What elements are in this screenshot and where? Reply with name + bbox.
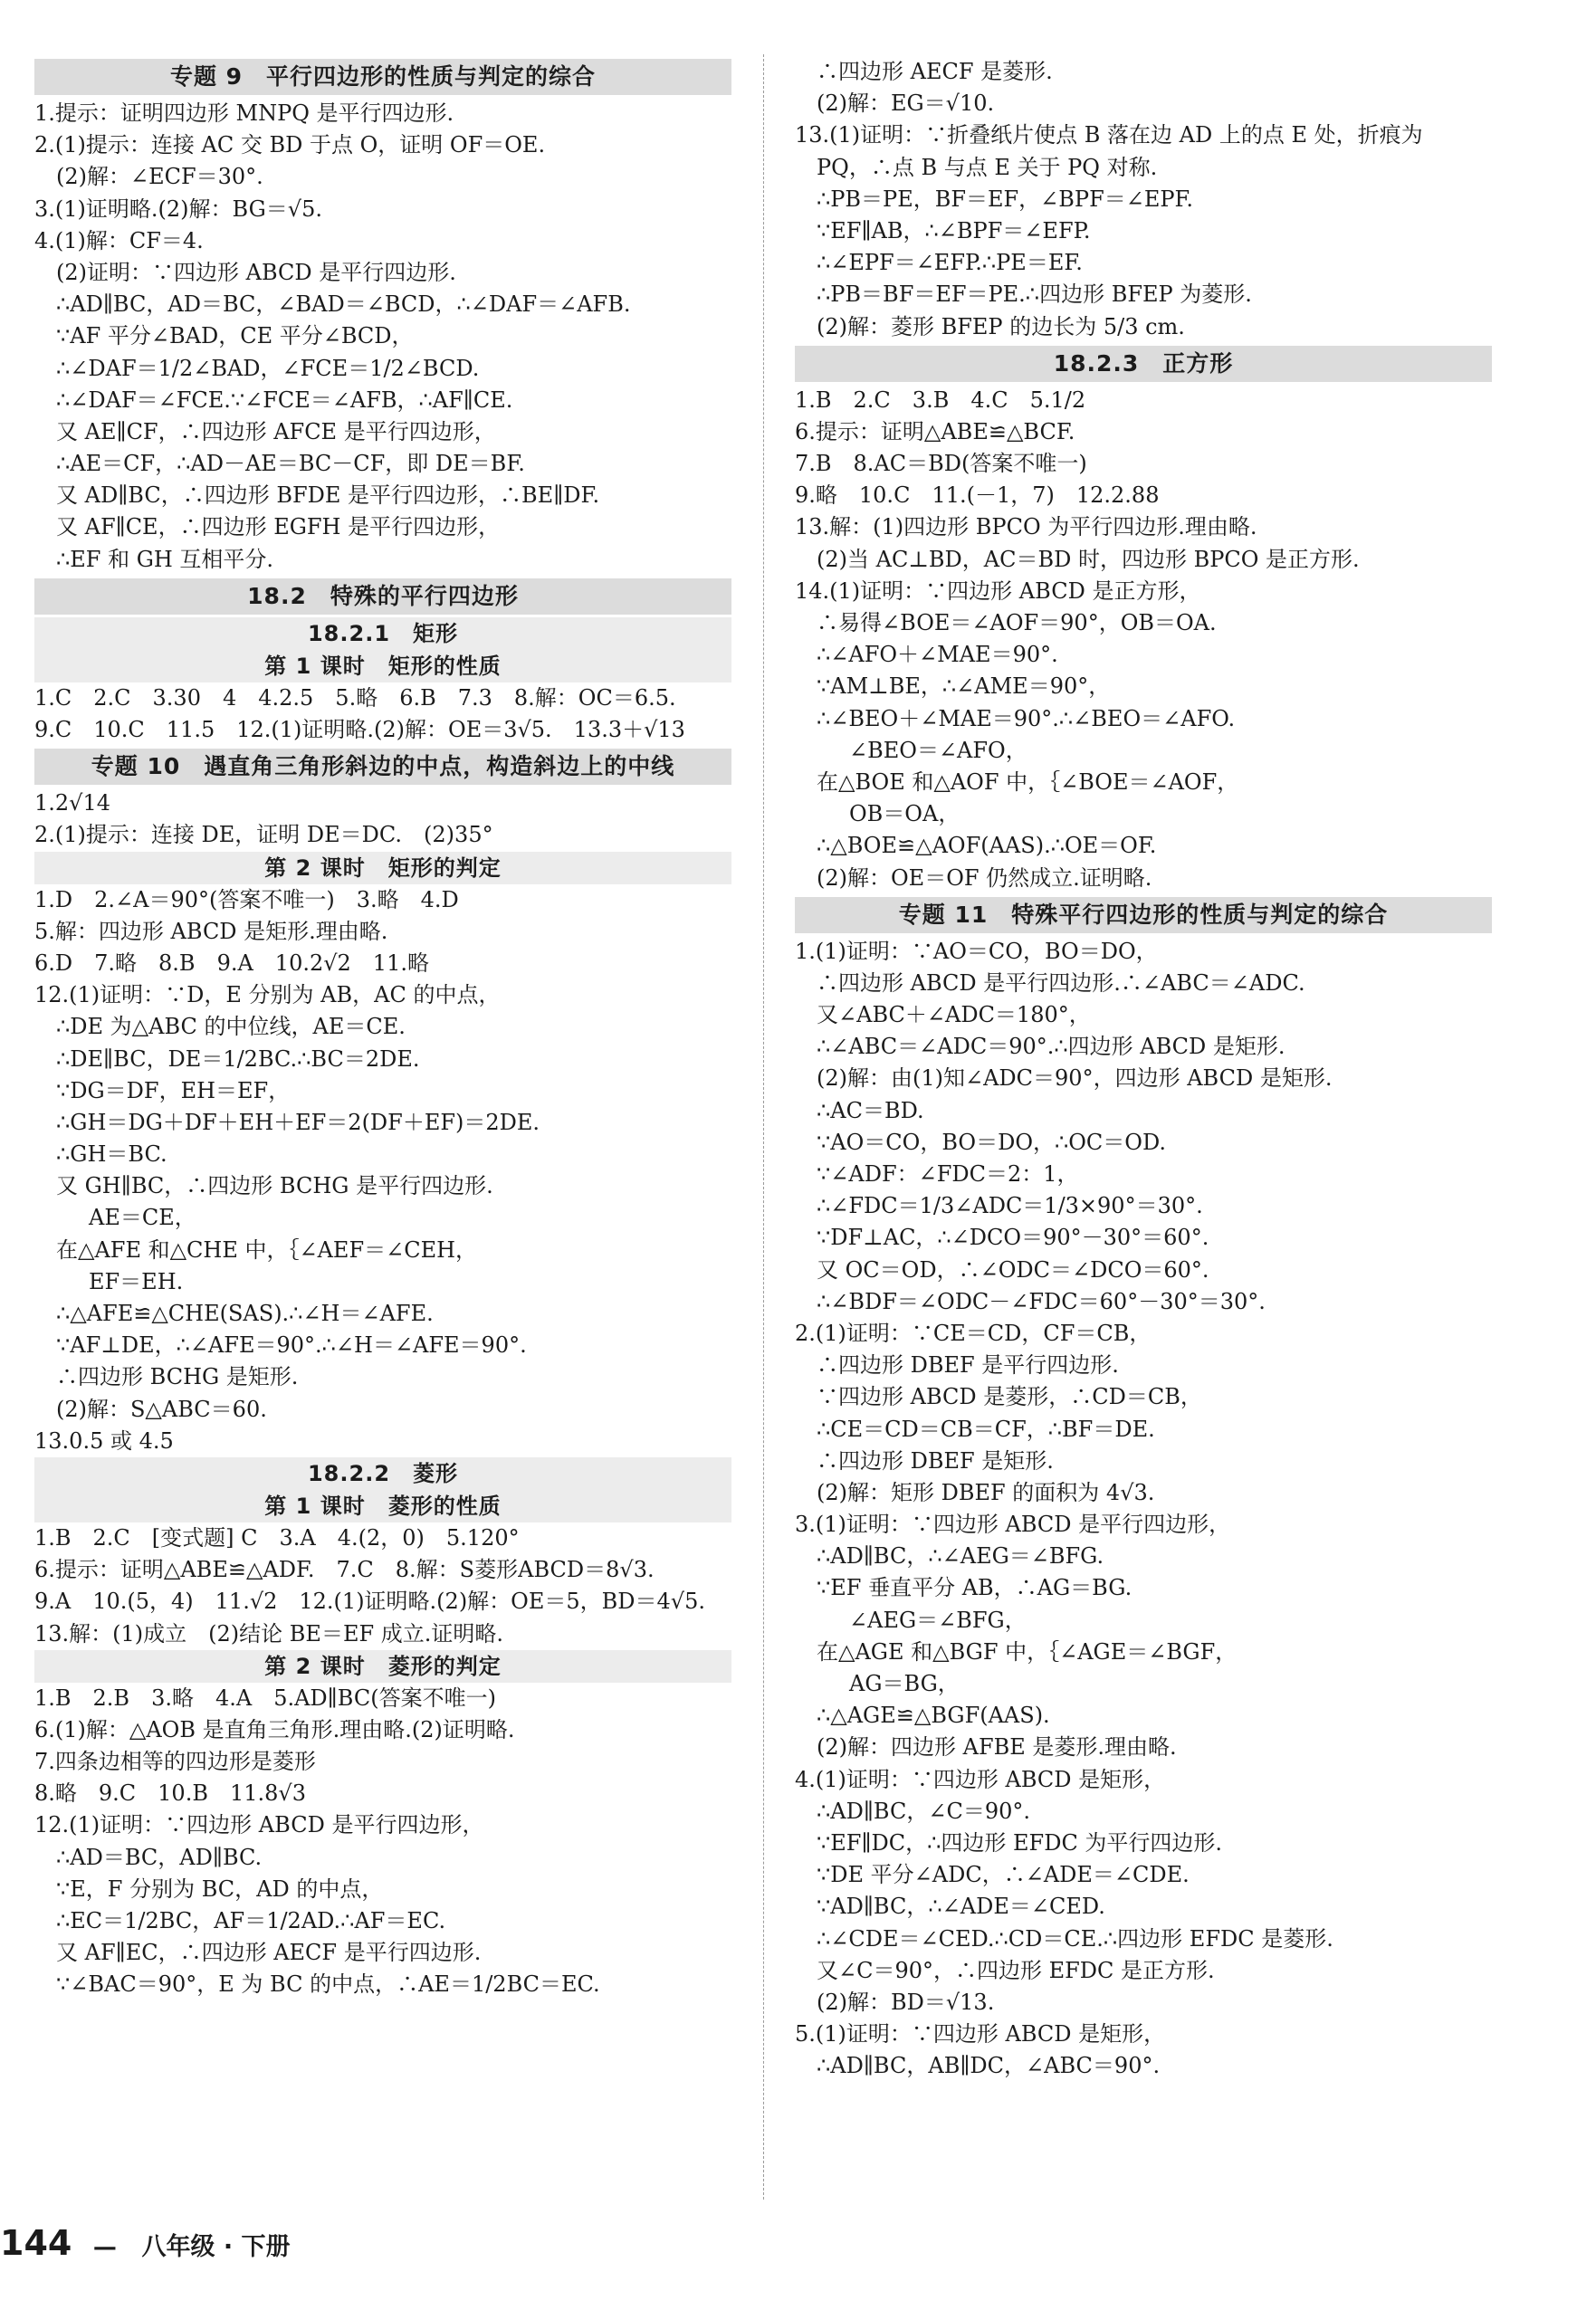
answer-line: ∴PB＝PE，BF＝EF，∠BPF＝∠EPF. (817, 186, 1194, 212)
answer-line: 4.(1)解：CF＝4. (34, 227, 204, 253)
answer-line: (2)解：OE＝OF 仍然成立.证明略. (817, 864, 1152, 891)
answer-line: ∴∠AFO＋∠MAE＝90°. (817, 642, 1058, 668)
answer-line: 又 AF∥EC，∴四边形 AECF 是平行四边形. (56, 1940, 482, 1966)
answer-line: ∵EF 垂直平分 AB，∴AG＝BG. (817, 1575, 1132, 1601)
answer-line: EF＝EH. (89, 1268, 184, 1294)
subsection-heading: 第 1 课时 菱形的性质 (34, 1490, 731, 1522)
answer-line: ∵DG＝DF，EH＝EF， (56, 1077, 291, 1103)
answer-line: 9.A 10.(5，4) 11.√2 12.(1)证明略.(2)解：OE＝5，BD＝4√5. (34, 1589, 705, 1615)
answer-line: 2.(1)证明：∵CE＝CD，CF＝CB， (795, 1320, 1152, 1346)
answer-line: ∴易得∠BOE＝∠AOF＝90°，OB＝OA. (817, 610, 1217, 635)
answer-line: 1.B 2.C [变式题] C 3.A 4.(2，0) 5.120° (34, 1524, 520, 1551)
answer-line: ∵DF⊥AC，∴∠DCO＝90°－30°＝60°. (817, 1225, 1209, 1251)
subsection-heading: 18.2.2 菱形 (34, 1457, 731, 1490)
answer-line: ∴CE＝CD＝CB＝CF，∴BF＝DE. (817, 1416, 1155, 1442)
answer-line: AG＝BG， (849, 1671, 960, 1696)
footer-dash: — (92, 2234, 117, 2261)
answer-line: ∵E，F 分别为 BC，AD 的中点， (56, 1876, 384, 1902)
answer-line: OB＝OA， (849, 801, 960, 827)
answer-line: ∵AD∥BC，∴∠ADE＝∠CED. (817, 1894, 1105, 1920)
right-column (795, 56, 1492, 2082)
answer-line: 6.D 7.略 8.B 9.A 10.2√2 11.略 (34, 950, 429, 976)
answer-line: 4.(1)证明：∵四边形 ABCD 是矩形， (795, 1766, 1166, 1792)
answer-line: (2)解：S△ABC＝60. (56, 1396, 267, 1422)
answer-line: 12.(1)证明：∵D，E 分别为 AB，AC 的中点， (34, 982, 501, 1008)
answer-line: (2)解：EG＝√10. (817, 91, 995, 117)
answer-line: 7.四条边相等的四边形是菱形 (34, 1749, 316, 1775)
answer-line: ∴四边形 ABCD 是平行四边形.∴∠ABC＝∠ADC. (817, 969, 1305, 996)
answer-line: ∴AD∥BC，∠C＝90°. (817, 1798, 1031, 1824)
answer-line: ∴△AGE≌△BGF(AAS). (817, 1703, 1050, 1729)
answer-line: 1.提示：证明四边形 MNPQ 是平行四边形. (34, 100, 454, 126)
answer-line: (2)解：菱形 BFEP 的边长为 5/3 cm. (817, 313, 1185, 339)
answer-line: ∴∠CDE＝∠CED.∴CD＝CE.∴四边形 EFDC 是菱形. (817, 1925, 1333, 1952)
answer-line: AE＝CE， (89, 1205, 196, 1231)
answer-line: ∴四边形 DBEF 是矩形. (817, 1447, 1054, 1474)
answer-line: 3.(1)证明略.(2)解：BG＝√5. (34, 196, 322, 222)
answer-line: ∴AD＝BC，AD∥BC. (56, 1844, 263, 1870)
answer-line: ∴AD∥BC，AD＝BC，∠BAD＝∠BCD，∴∠DAF＝∠AFB. (56, 291, 631, 318)
answer-line: (2)解：由(1)知∠ADC＝90°，四边形 ABCD 是矩形. (817, 1065, 1333, 1092)
answer-line: 13.0.5 或 4.5 (34, 1427, 174, 1454)
answer-line: ∴AD∥BC，∴∠AEG＝∠BFG. (817, 1543, 1104, 1570)
answer-line: ∴∠BDF＝∠ODC－∠FDC＝60°－30°＝30°. (817, 1288, 1266, 1314)
answer-line: 12.(1)证明：∵四边形 ABCD 是平行四边形， (34, 1812, 484, 1838)
answer-line: 1.B 2.C 3.B 4.C 5.1/2 (795, 387, 1086, 413)
answer-line: (2)当 AC⊥BD，AC＝BD 时，四边形 BPCO 是正方形. (817, 546, 1360, 572)
answer-line: 1.(1)证明：∵AO＝CO，BO＝DO， (795, 938, 1158, 964)
answer-line: ∵AF 平分∠BAD，CE 平分∠BCD， (56, 323, 414, 349)
answer-line: ∴DE 为△ABC 的中位线，AE＝CE. (56, 1014, 406, 1040)
section-heading: 专题 10 遇直角三角形斜边的中点，构造斜边上的中线 (34, 749, 731, 785)
answer-line: ∴GH＝BC. (56, 1141, 167, 1168)
answer-line: 在△AFE 和△CHE 中，｛∠AEF＝∠CEH， (56, 1236, 478, 1263)
answer-line: 在△AGE 和△BGF 中，｛∠AGE＝∠BGF， (817, 1638, 1238, 1665)
answer-line: ∴PB＝BF＝EF＝PE.∴四边形 BFEP 为菱形. (817, 282, 1252, 308)
answer-line: 13.(1)证明：∵折叠纸片使点 B 落在边 AD 上的点 E 处，折痕为 (795, 122, 1423, 148)
answer-line: ∴四边形 AECF 是菱形. (817, 59, 1053, 84)
answer-line: ∵AO＝CO，BO＝DO，∴OC＝OD. (817, 1129, 1166, 1155)
subsection-heading: 第 1 课时 矩形的性质 (34, 650, 731, 682)
answer-line: (2)解：四边形 AFBE 是菱形.理由略. (817, 1734, 1177, 1761)
answer-line: ∵∠BAC＝90°，E 为 BC 的中点，∴AE＝1/2BC＝EC. (56, 1971, 600, 1998)
answer-line: ∴GH＝DG＋DF＋EH＋EF＝2(DF＋EF)＝2DE. (56, 1109, 540, 1135)
answer-line: ∵EF∥DC，∴四边形 EFDC 为平行四边形. (817, 1829, 1223, 1856)
answer-line: 13.解：(1)成立 (2)结论 BE＝EF 成立.证明略. (34, 1620, 504, 1647)
answer-line: 又 AE∥CF，∴四边形 AFCE 是平行四边形， (56, 418, 496, 444)
answer-line: 又 AD∥BC，∴四边形 BFDE 是平行四边形，∴BE∥DF. (56, 482, 600, 509)
answer-line: ∴∠DAF＝∠FCE.∵∠FCE＝∠AFB，∴AF∥CE. (56, 387, 513, 413)
section-heading: 专题 9 平行四边形的性质与判定的综合 (34, 59, 731, 95)
answer-line: 3.(1)证明：∵四边形 ABCD 是平行四边形， (795, 1512, 1231, 1538)
answer-line: (2)解：矩形 DBEF 的面积为 4√3. (817, 1479, 1155, 1505)
answer-line: ∴∠DAF＝1/2∠BAD，∠FCE＝1/2∠BCD. (56, 355, 480, 381)
answer-line: 在△BOE 和△AOF 中，｛∠BOE＝∠AOF， (817, 768, 1239, 795)
page-footer (0, 2216, 291, 2270)
answer-line: ∴△BOE≌△AOF(AAS).∴OE＝OF. (817, 833, 1157, 859)
section-heading: 18.2.3 正方形 (795, 346, 1492, 382)
answer-line: 9.略 10.C 11.(－1，7) 12.2.88 (795, 482, 1160, 509)
answer-line: 7.B 8.AC＝BD(答案不唯一) (795, 451, 1087, 477)
subsection-heading: 18.2.1 矩形 (34, 617, 731, 650)
answer-line: ∠AEG＝∠BFG， (849, 1607, 1027, 1633)
answer-line: ∴四边形 DBEF 是平行四边形. (817, 1352, 1119, 1379)
answer-line: ∵∠ADF：∠FDC＝2：1， (817, 1161, 1079, 1187)
answer-line: ∵AF⊥DE，∴∠AFE＝90°.∴∠H＝∠AFE＝90°. (56, 1332, 527, 1359)
answer-line: ∠BEO＝∠AFO， (849, 737, 1027, 763)
answer-line: 6.(1)解：△AOB 是直角三角形.理由略.(2)证明略. (34, 1716, 515, 1742)
answer-line: 14.(1)证明：∵四边形 ABCD 是正方形， (795, 578, 1201, 604)
answer-line: ∵EF∥AB，∴∠BPF＝∠EFP. (817, 217, 1091, 243)
answer-line: ∵DE 平分∠ADC，∴∠ADE＝∠CDE. (817, 1862, 1190, 1888)
section-heading: 专题 11 特殊平行四边形的性质与判定的综合 (795, 897, 1492, 933)
answer-line: 又 AF∥CE，∴四边形 EGFH 是平行四边形， (56, 514, 501, 540)
answer-line: 2.(1)提示：连接 DE，证明 DE＝DC. (2)35° (34, 822, 493, 848)
answer-line: ∴AE＝CF，∴AD－AE＝BC－CF，即 DE＝BF. (56, 451, 525, 477)
answer-line: 又 OC＝OD，∴∠ODC＝∠DCO＝60°. (817, 1256, 1209, 1283)
answer-line: 8.略 9.C 10.B 11.8√3 (34, 1780, 306, 1807)
left-column (34, 56, 731, 2001)
answer-line: 1.C 2.C 3.30 4 4.2.5 5.略 6.B 7.3 8.解：OC＝6.5. (34, 684, 676, 711)
answer-line: 2.(1)提示：连接 AC 交 BD 于点 O，证明 OF＝OE. (34, 132, 546, 158)
answer-line: 6.提示：证明△ABE≌△BCF. (795, 418, 1075, 444)
answer-line: ∴AD∥BC，AB∥DC，∠ABC＝90°. (817, 2053, 1161, 2079)
answer-line: (2)证明：∵四边形 ABCD 是平行四边形. (56, 259, 456, 285)
answer-line: ∴∠BEO＋∠MAE＝90°.∴∠BEO＝∠AFO. (817, 705, 1236, 731)
answer-line: ∴∠EPF＝∠EFP.∴PE＝EF. (817, 250, 1083, 276)
answer-line: 1.2√14 (34, 790, 110, 816)
answer-line: ∴AC＝BD. (817, 1097, 924, 1123)
column-divider (763, 54, 764, 2200)
answer-line: 5.解：四边形 ABCD 是矩形.理由略. (34, 918, 388, 944)
answer-line: 1.B 2.B 3.略 4.A 5.AD∥BC(答案不唯一) (34, 1685, 496, 1711)
answer-line: ∴DE∥BC，DE＝1/2BC.∴BC＝2DE. (56, 1045, 420, 1072)
answer-line: 6.提示：证明△ABE≌△ADF. 7.C 8.解：S菱形ABCD＝8√3. (34, 1557, 655, 1583)
answer-line: ∴△AFE≌△CHE(SAS).∴∠H＝∠AFE. (56, 1301, 434, 1326)
subsection-heading: 第 2 课时 菱形的判定 (34, 1650, 731, 1683)
answer-line: (2)解：∠ECF＝30°. (56, 164, 263, 190)
answer-line: PQ，∴点 B 与点 E 关于 PQ 对称. (817, 154, 1158, 180)
answer-line: 5.(1)证明：∵四边形 ABCD 是矩形， (795, 2021, 1166, 2048)
answer-line: ∵四边形 ABCD 是菱形，∴CD＝CB， (817, 1384, 1202, 1410)
answer-line: ∴∠ABC＝∠ADC＝90°.∴四边形 ABCD 是矩形. (817, 1034, 1285, 1060)
answer-line: 1.D 2.∠A＝90°(答案不唯一) 3.略 4.D (34, 886, 459, 912)
answer-line: ∴EC＝1/2BC，AF＝1/2AD.∴AF＝EC. (56, 1908, 446, 1933)
answer-line: ∴∠FDC＝1/3∠ADC＝1/3×90°＝30°. (817, 1193, 1203, 1219)
answer-line: ∴EF 和 GH 互相平分. (56, 546, 274, 572)
answer-line: 又∠C＝90°，∴四边形 EFDC 是正方形. (817, 1957, 1215, 1983)
grade-label: 八年级 · 下册 (141, 2233, 291, 2261)
answer-line: ∵AM⊥BE，∴∠AME＝90°， (817, 673, 1111, 700)
answer-line: (2)解：BD＝√13. (817, 1989, 995, 2015)
answer-line: ∴四边形 BCHG 是矩形. (56, 1364, 299, 1390)
answer-line: 13.解：(1)四边形 BPCO 为平行四边形.理由略. (795, 514, 1257, 540)
answer-line: 又∠ABC＋∠ADC＝180°， (817, 1002, 1091, 1028)
answer-line: 又 GH∥BC，∴四边形 BCHG 是平行四边形. (56, 1173, 493, 1199)
page-number: 144 (0, 2223, 72, 2263)
answer-line: 9.C 10.C 11.5 12.(1)证明略.(2)解：OE＝3√5. 13.3＋√13 (34, 717, 685, 742)
section-heading: 18.2 特殊的平行四边形 (34, 578, 731, 615)
subsection-heading: 第 2 课时 矩形的判定 (34, 852, 731, 884)
